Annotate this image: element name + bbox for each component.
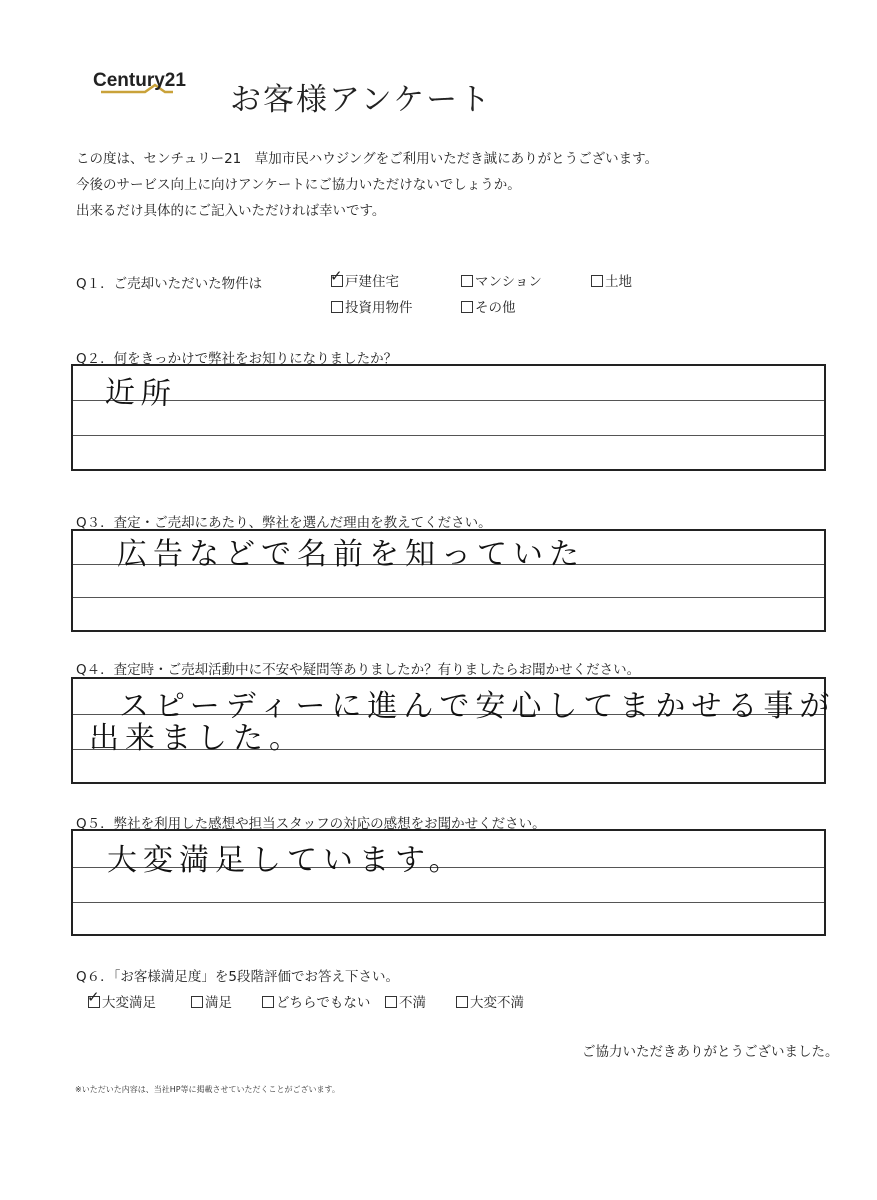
q5-answer-box[interactable]: [71, 829, 826, 936]
ruled-line: [73, 435, 824, 436]
q2-question: Q２．何をきっかけで弊社をお知りになりましたか？: [76, 351, 398, 367]
checkbox-checked[interactable]: [87, 988, 100, 1008]
check-mark-icon: ✓: [330, 267, 343, 285]
thanks-message: ご協力いただきありがとうございました。: [582, 1044, 839, 1060]
century21-logo-mark: [93, 66, 203, 112]
footnote: ※いただいた内容は、当社HP等に掲載させていただくことがございます。: [75, 1085, 340, 1094]
intro-line: この度は、センチュリー21 草加市民ハウジングをご利用いただき誠にありがとうございます。: [76, 151, 659, 167]
ruled-line: [73, 902, 824, 903]
q2-handwritten-answer: 近所: [104, 374, 178, 413]
q1-question: Q１．ご売却いただいた物件は: [76, 276, 263, 292]
checkbox-checked[interactable]: [330, 267, 343, 287]
q3-question: Q３．査定・ご売却にあたり、弊社を選んだ理由を教えてください。: [76, 515, 492, 531]
option-label: 投資用物件: [345, 300, 413, 316]
q6-option-satisfied[interactable]: [191, 991, 232, 1011]
ruled-line: [73, 400, 824, 401]
checkbox[interactable]: [591, 275, 603, 287]
q1-option-other[interactable]: [461, 296, 516, 316]
intro-text: [76, 146, 658, 224]
checkbox[interactable]: [461, 301, 473, 313]
intro-line: 出来るだけ具体的にご記入いただければ幸いです。: [76, 203, 386, 219]
q4-answer-box[interactable]: [71, 677, 836, 784]
q5-question: Q５．弊社を利用した感想や担当スタッフの対応の感想をお聞かせください。: [76, 816, 546, 832]
q4-handwritten-answer-line2: 出来ました。: [89, 721, 305, 756]
checkbox[interactable]: [456, 996, 468, 1008]
q6-option-very-satisfied[interactable]: [87, 988, 156, 1011]
checkbox[interactable]: [385, 996, 397, 1008]
q4-question: Q４．査定時・ご売却活動中に不安や疑問等ありましたか？有りましたらお聞かせください。: [76, 662, 641, 678]
option-label: その他: [475, 300, 516, 316]
q1-option-investment[interactable]: [331, 296, 413, 316]
q1-option-land[interactable]: [591, 270, 632, 290]
intro-line: 今後のサービス向上に向けアンケートにご協力いただけないでしょうか。: [76, 177, 521, 193]
page-title: お客様アンケート: [230, 82, 493, 118]
option-label: 大変満足: [102, 995, 156, 1011]
q4-handwritten-answer-line1: スピーディーに進んで安心してまかせる事が: [119, 689, 836, 724]
q1-option-detached-house[interactable]: [330, 267, 399, 290]
svg-text:Century21: Century21: [93, 70, 186, 91]
q2-answer-box[interactable]: [71, 364, 826, 471]
ruled-line: [73, 597, 824, 598]
option-label: どちらでもない: [276, 995, 371, 1011]
q6-option-dissatisfied[interactable]: [385, 991, 426, 1011]
checkbox[interactable]: [191, 996, 203, 1008]
option-label: 不満: [399, 995, 426, 1011]
q6-question: Q６．「お客様満足度」を5段階評価でお答え下さい。: [76, 969, 399, 985]
q6-option-very-dissatisfied[interactable]: [456, 991, 524, 1011]
option-label: 土地: [605, 274, 632, 290]
q6-option-neutral[interactable]: [262, 991, 370, 1011]
option-label: 満足: [205, 995, 232, 1011]
checkbox[interactable]: [461, 275, 473, 287]
option-label: 戸建住宅: [345, 274, 399, 290]
check-mark-icon: ✓: [87, 988, 100, 1006]
q1-option-apartment[interactable]: [461, 270, 542, 290]
checkbox[interactable]: [331, 301, 343, 313]
q5-handwritten-answer: 大変満足しています。: [107, 843, 465, 878]
option-label: 大変不満: [470, 995, 524, 1011]
q3-answer-box[interactable]: [71, 529, 826, 632]
checkbox[interactable]: [262, 996, 274, 1008]
century21-logo: [93, 66, 203, 112]
option-label: マンション: [475, 274, 542, 290]
q3-handwritten-answer: 広告などで名前を知っていた: [117, 537, 585, 572]
